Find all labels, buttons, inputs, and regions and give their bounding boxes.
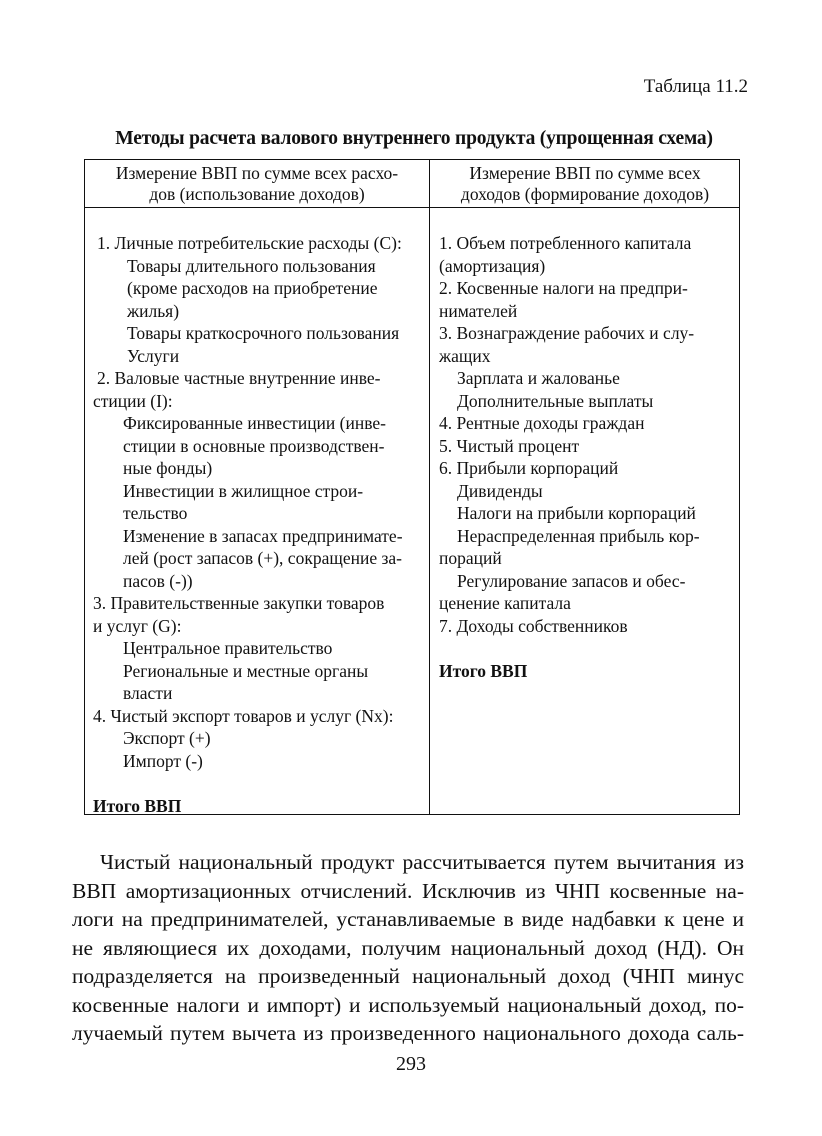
paragraph-line: Чистый национальный продукт рассчитывается путем вычитания из — [100, 850, 744, 874]
header-line: Измерение ВВП по сумме всех расхо- — [115, 163, 399, 183]
list-item: 2. Валовые частные внутренние инве- — [97, 368, 381, 388]
list-item: Дополнительные выплаты — [457, 390, 654, 411]
list-item: (кроме расходов на приобретение — [127, 278, 378, 298]
list-item: Региональные и местные органы — [123, 660, 369, 681]
income-total: Итого ВВП — [439, 660, 528, 681]
list-item: Импорт (-) — [123, 750, 203, 771]
body-paragraph — [72, 848, 744, 1048]
list-item: нимателей — [439, 300, 518, 321]
list-item: Нераспределенная прибыль кор- — [457, 525, 700, 546]
list-item: 5. Чистый процент — [439, 435, 580, 456]
list-item: жилья) — [127, 300, 180, 321]
list-item: жащих — [439, 345, 491, 366]
list-item: Услуги — [127, 345, 180, 366]
expenditure-column — [93, 232, 425, 772]
list-item: (амортизация) — [439, 255, 546, 276]
list-item: стиции (I): — [93, 390, 173, 411]
list-item: 4. Рентные доходы граждан — [439, 413, 645, 433]
list-item: Фиксированные инвестиции (инве- — [123, 413, 386, 433]
list-item: Экспорт (+) — [123, 728, 211, 748]
gdp-methods-table — [84, 159, 740, 815]
paragraph-line: не являющиеся их доходами, получим национальный доход (НД). Он — [72, 935, 744, 960]
paragraph-line: косвенные налоги и импорт) и используемый национальный доход, по- — [72, 992, 744, 1017]
list-item: власти — [123, 683, 173, 703]
list-item: Налоги на прибыли корпораций — [457, 503, 696, 523]
expenditure-total: Итого ВВП — [93, 796, 182, 816]
table-number-label: Таблица 11.2 — [643, 76, 748, 97]
list-item: 7. Доходы собственников — [439, 615, 628, 636]
header-divider — [85, 207, 739, 208]
income-column — [439, 232, 735, 682]
column-divider — [429, 160, 430, 814]
page-number: 293 — [396, 1053, 426, 1075]
paragraph-line: подразделяется на произведенный национальный доход (ЧНП минус — [72, 964, 744, 988]
paragraph-line: ВВП амортизационных отчислений. Исключив из ЧНП косвенные на- — [72, 878, 744, 903]
list-item: лей (рост запасов (+), сокращение за- — [123, 548, 402, 568]
list-item: Центральное правительство — [123, 638, 333, 658]
spacer — [439, 637, 735, 660]
list-item: Зарплата и жалованье — [457, 368, 620, 388]
list-item: Инвестиции в жилищное строи- — [123, 480, 364, 501]
list-item: тельство — [123, 503, 188, 523]
list-item: 1. Личные потребительские расходы (C): — [97, 233, 402, 253]
list-item: 1. Объем потребленного капитала — [439, 233, 692, 253]
header-income — [437, 163, 733, 205]
header-line: доходов (формирование доходов) — [460, 184, 710, 204]
table-caption: Методы расчета валового внутреннего продукта (упрощенная схема) — [115, 128, 713, 149]
list-item: Изменение в запасах предпринимате- — [123, 525, 403, 546]
paragraph-line: лучаемый путем вычета из произведенного национального дохода саль- — [72, 1021, 744, 1045]
list-item: пораций — [439, 548, 502, 568]
header-line: дов (использование доходов) — [149, 184, 365, 204]
list-item: 6. Прибыли корпораций — [439, 458, 619, 478]
list-item: 4. Чистый экспорт товаров и услуг (Nx): — [93, 705, 394, 726]
list-item: Дивиденды — [457, 480, 543, 501]
list-item: 3. Правительственные закупки товаров — [93, 593, 385, 613]
header-line: Измерение ВВП по сумме всех — [469, 163, 701, 183]
list-item: и услуг (G): — [93, 615, 182, 636]
list-item: ные фонды) — [123, 458, 213, 478]
list-item: Товары длительного пользования — [127, 255, 376, 276]
list-item: стиции в основные производствен- — [123, 435, 385, 456]
paragraph-line: логи на предпринимателей, устанавливаемые в виде надбавки к цене и — [72, 907, 744, 931]
list-item: пасов (-)) — [123, 570, 193, 591]
list-item: Товары краткосрочного пользования — [127, 323, 400, 343]
header-expenditure — [93, 163, 421, 205]
list-item: ценение капитала — [439, 593, 571, 613]
list-item: 3. Вознаграждение рабочих и слу- — [439, 323, 695, 343]
list-item: 2. Косвенные налоги на предпри- — [439, 278, 688, 298]
list-item: Регулирование запасов и обес- — [457, 570, 686, 591]
